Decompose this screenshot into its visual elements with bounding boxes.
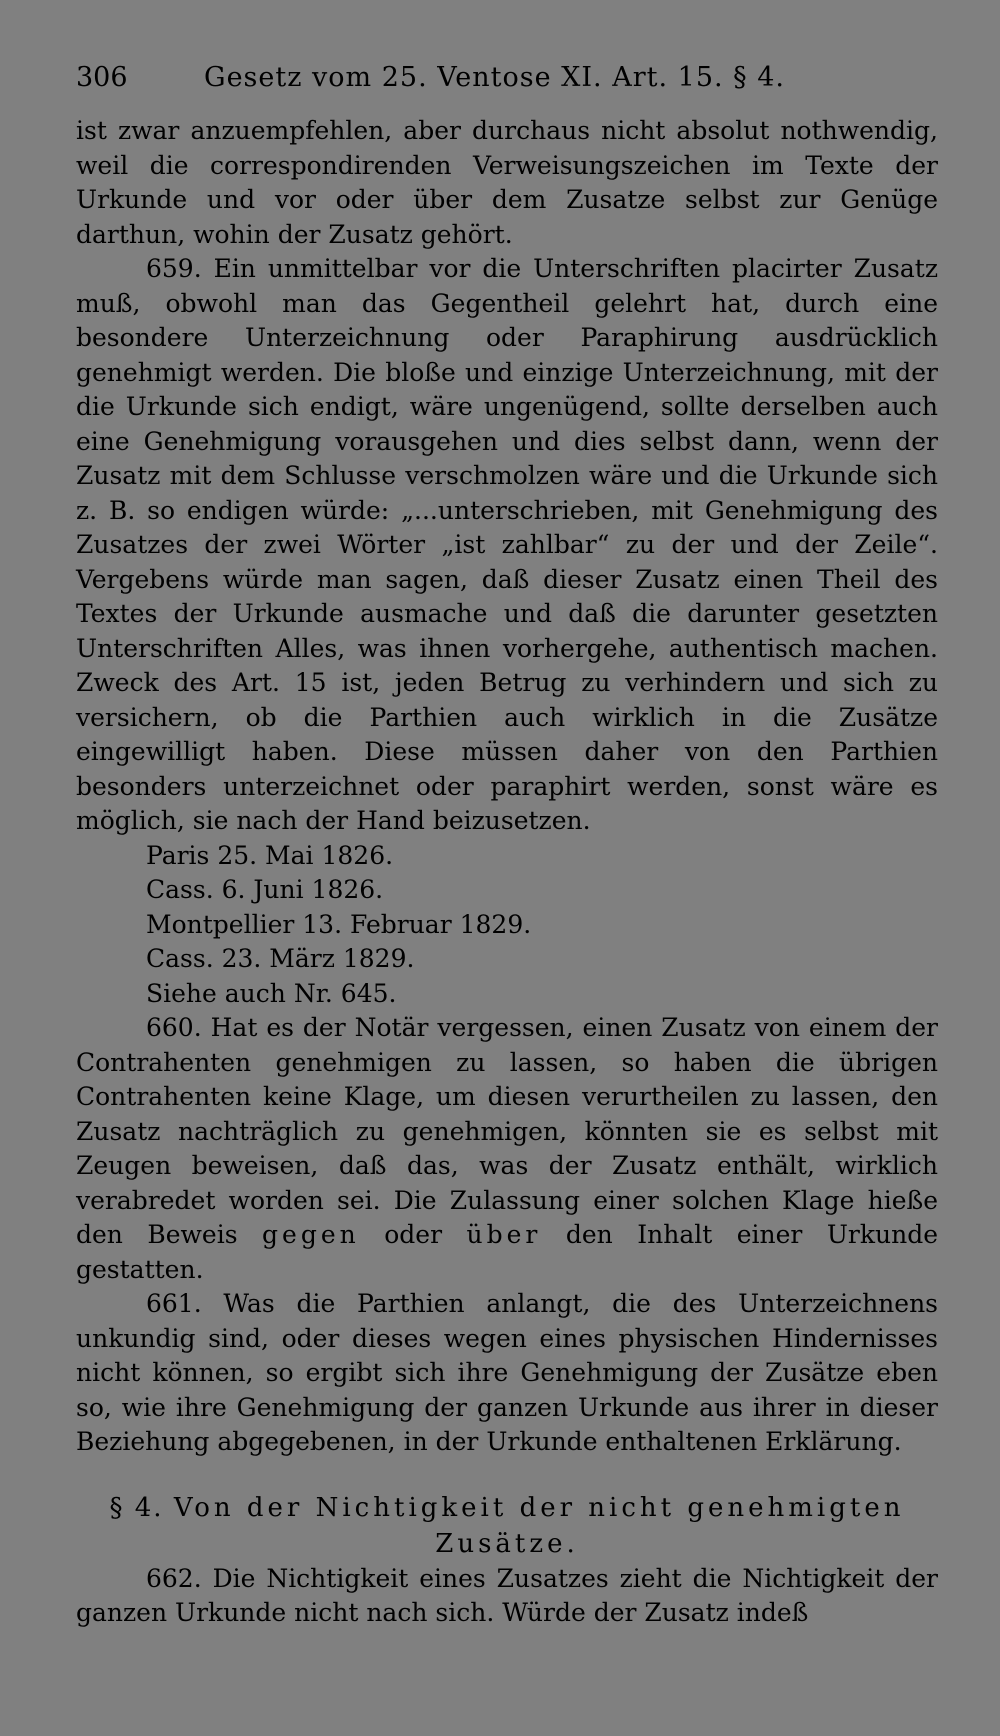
section-heading (76, 1490, 938, 1562)
emphasis-ueber: über (466, 1220, 542, 1249)
citation-line: Paris 25. Mai 1826. (146, 840, 394, 870)
page-header (76, 56, 938, 100)
page-body (76, 114, 938, 1631)
section-title: Von der Nichtigkeit der nicht genehmigten Zusätze. (173, 1492, 905, 1559)
paragraph-660 (76, 1011, 938, 1287)
paragraph-660-end: den Inhalt einer Urkunde gestatten. (76, 1220, 939, 1284)
paragraph-659: 659. Ein unmittelbar vor die Unterschriften placirter Zusatz muß, obwohl man das Gegentheil gelehrt hat, durch eine besondere Unterzeichnung oder Paraphirung ausdrücklich genehmigt werden. Die bloße und einzige Unterzeichnung, mit der die Urkunde sich endigt, wäre ungenügend, sollte derselben auch eine Genehmigung vorausgehen und dies selbst dann, wenn der Zusatz mit dem Schlusse verschmolzen wäre und die Urkunde sich z. B. so endigen würde: „...unterschrieben, mit Genehmigung des Zusatzes der zwei Wörter „ist zahlbar“ zu der und der Zeile“. Vergebens würde man sagen, daß dieser Zusatz einen Theil des Textes der Urkunde ausmache und daß die darunter gesetzten Unterschriften Alles, was ihnen vorhergehe, authentisch machen. Zweck des Art. 15 ist, jeden Betrug zu verhindern und sich zu versichern, ob die Parthien auch wirklich in die Zusätze eingewilligt haben. Diese müssen daher von den Parthien besonders unterzeichnet oder paraphirt werden, sonst wäre es möglich, sie nach der Hand beizusetzen. (76, 254, 938, 835)
paragraph-continuation: ist zwar anzuempfehlen, aber durchaus nicht absolut nothwendig, weil die correspondirenden Verweisungszeichen im Texte der Urkunde und vor oder über dem Zusatze selbst zur Genüge darthun, wohin der Zusatz gehört. (76, 116, 938, 249)
section-number: § 4. (109, 1492, 164, 1523)
citation-line: Cass. 23. März 1829. (146, 944, 415, 973)
running-title: Gesetz vom 25. Ventose XI. Art. 15. § 4. (204, 62, 786, 93)
paragraph-660-text: 660. Hat es der Notär vergessen, einen Zusatz von einem der Contrahenten genehmigen zu lassen, so haben die übrigen Contrahenten keine Klage, um diesen verurtheilen zu lassen, den Zusatz nachträglich zu genehmigen, könnten sie es selbst mit Zeugen beweisen, daß das, was der Zusatz enthält, wirklich verabredet worden sei. Die Zulassung einer solchen Klage hieße den Beweis (76, 1013, 938, 1249)
citation-line: Cass. 6. Juni 1826. (146, 875, 384, 904)
paragraph-661: 661. Was die Parthien anlangt, die des Unterzeichnens unkundig sind, oder dieses wegen eines physischen Hindernisses nicht können, so ergibt sich ihre Genehmigung der Zusätze eben so, wie ihre Genehmigung der ganzen Urkunde aus ihrer in dieser Beziehung abgegebenen, in der Urkunde enthaltenen Erklärung. (76, 1289, 938, 1456)
word-oder: oder (384, 1220, 443, 1249)
paragraph-662: 662. Die Nichtigkeit eines Zusatzes zieht die Nichtigkeit der ganzen Urkunde nicht nach sich. Würde der Zusatz indeß (76, 1563, 938, 1627)
book-page (76, 56, 938, 1716)
citation-line: Siehe auch Nr. 645. (146, 978, 397, 1008)
page-number: 306 (76, 62, 128, 93)
citation-line: Montpellier 13. Februar 1829. (146, 909, 532, 939)
emphasis-gegen: gegen (262, 1220, 360, 1249)
